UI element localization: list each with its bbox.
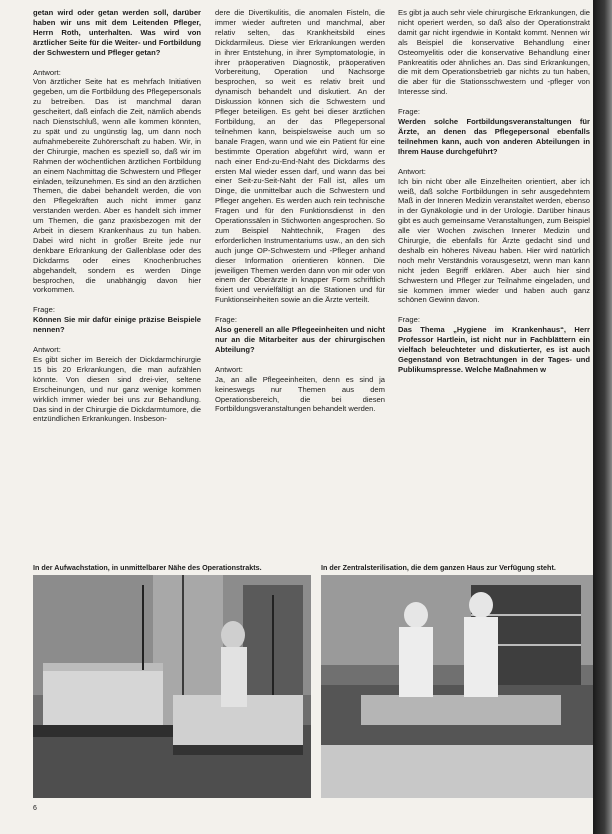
question-label: Frage: [215,315,237,325]
question-text: Also generell an alle Pflegeeinheiten und nicht nur an die Mitarbeiter aus der chirurgischen Abteilung? [215,325,385,354]
scan-edge-shadow [593,0,612,834]
intro-question: getan wird oder getan werden soll, darüber haben wir uns mit dem Leitenden Pfleger, Herrn Roth, unterhalten. Was wird von ärztlicher Seite für die Weiter- und Fortbildung der Schwestern und Pfleger getan? [33,8,201,57]
text-column-left [33,8,201,558]
photo-caption-right: In der Zentralsterilisation, die dem ganzen Haus zur Verfügung steht. [321,563,556,572]
question-label: Frage: [398,315,420,325]
text-column-middle [215,8,385,558]
question-label: Frage: [33,305,55,315]
answer-label: Antwort: [398,166,426,176]
answer-text: Ja, an alle Pflegeeinheiten, denn es sind ja keineswegs nur Themen aus dem Operationsbereich, die bei diesen Fortbildungsveranstaltungen behandelt werden. [215,374,385,414]
answer-label: Antwort: [33,345,61,355]
body-text: Es gibt ja auch sehr viele chirurgische Erkrankungen, die nicht operiert werden, so daß also der Operationstrakt damit gar nicht irgendwie in Kontakt kommt. Nennen wir als Beispiel die konservative Behandlung einer Osteomyelitis oder die konservative Behandlung einer Pankreatitis oder ähnliches an. Das sind Erkrankungen, die mit dem Operationsbetrieb gar nichts zu tun haben, die aber für die Stationsschwestern und -pfleger von Interesse sind. [398,8,590,97]
answer-label: Antwort: [33,67,61,77]
photo-sterilisation-unit [321,575,593,798]
body-text: dere die Divertikulitis, die anomalen Fisteln, die immer wieder auftreten und manchmal, aber relativ selten, das Krankheitsbild eines Dickdarmileus. Diese vier Erkrankungen werden in ihrer Entstehung, in ihrer Symptomatologie, in ihrer präoperativen Diagnostik, präoperativen Vorbereitung, Operation und Nachsorge besprochen, so weit es relativ breit und dynamisch behandelt und diskutiert. An der Diskussion können sich die Schwestern und Pfleger beteiligen. Es geht bei dieser ärztlichen Fortbildung, an der das Pflegepersonal teilnehmen kann, beispielsweise auch um so banale Fragen, wann und wie ein Patient für eine bestimmte Operation abgeführt wird, wann er nach einer End-zu-End-Naht des Dickdarms des ersten Mal wieder essen darf, und wann das bei einer Seit-zu-Seit-Naht der Fall ist, alles um Dinge, die unmittelbar auch die Schwestern und Pfleger angehen. Es werden auch rein technische Fragen und für den Funktionsdienst in den Operationssälen in Stichworten angesprochen. So zum Beispiel Nahttechnik, Fragen des erforderlichen Instrumentariums usw., an den sich auch junge OP-Schwestern und -Pfleger anhand dieser Information orientieren können. Die jeweiligen Themen werden dann von mir oder von einem der Oberärzte in knapper Form schriftlich fixiert und vervielfältigt an die Stationen und für Funktionseinheiten sowie an die Ärzte verteilt. [215,8,385,305]
answer-text: Von ärztlicher Seite hat es mehrfach Initiativen gegeben, um die Fortbildung des Pflegepersonals zu betreiben. Das ist manchmal daran gescheitert, daß einfach die Zeit, nämlich abends nach Dienstschluß, wenn alle kommen könnten, zu spät und zu ungünstig lag, um dann noch aufnahmebereite Zuhörerschaft zu haben. Wir, in der Chirurgie, machen es speziell so, daß wir im Rahmen der wöchentlichen ärztlichen Fortbildung an einem Nachmittag die Schwestern und Pfleger einladen, teilzunehmen. Es sind an den ärztlichen Themen, die dabei behandelt werden, die von den Pflegekräften auch nicht immer ganz verstanden werden. Aber es handelt sich immer um Themen, die ganz praxisbezogen mit der Arbeit in diesem Krankenhaus zu tun haben. Dabei wird nicht in großer Breite jede nur denkbare Erkrankung der Gallenblase oder des Dickdarms oder eines Knochenbruches abgehandelt, sondern es werden Dinge besprochen, die unabhängig davon hier vorkommen. [33,77,201,295]
photo-recovery-room [33,575,311,798]
answer-text: Es gibt sicher im Bereich der Dickdarmchirurgie 15 bis 20 Erkrankungen, die man aufzählen könnte. Von diesen sind drei-vier, seltene Erscheinungen, und nur ganz wenige kommen wirklich immer wieder bei uns zur Behandlung. Das sind in der Chirurgie die Dickdarmtumore, die entzündlichen Erkrankungen. Insbeson- [33,355,201,424]
text-column-right [398,8,590,558]
question-text: Können Sie mir dafür einige präzise Beispiele nennen? [33,315,201,335]
answer-label: Antwort: [215,364,243,374]
question-text: Werden solche Fortbildungsveranstaltungen für Ärzte, an denen das Pflegepersonal ebenfalls teilnehmen kann, auch von anderen Abteilungen in Ihrem Hause durchgeführt? [398,117,590,156]
photo-caption-left: In der Aufwachstation, in unmittelbarer Nähe des Operationstrakts. [33,563,262,572]
question-text: Das Thema „Hygiene im Krankenhaus“, Herr Professor Hartlein, ist nicht nur in Fachblättern ein vielfach beleuchteter und diskutierter, es ist auch Gegenstand von Betrachtungen in der Tages- und Publikumspresse. Welche Maßnahmen w [398,325,590,374]
question-label: Frage: [398,107,420,117]
page-number: 6 [33,805,37,812]
answer-text: Ich bin nicht über alle Einzelheiten orientiert, aber ich weiß, daß solche Fortbildungen in sehr ausgedehntem Maß in der Inneren Medizin veranstaltet werden, ebenso in der Gynäkologie und in der Urologie. Darüber hinaus gibt es auch gemeinsame Veranstaltungen, zum Beispiel alle vier Wochen zwischen Innerer Medizin und Chirurgie, die ebenfalls für Ärzte gedacht sind und deshalb ein höheres Niveau haben. Hier wird natürlich noch mehr Verständnis vorausgesetzt, wenn man kann nicht jeden Begriff erklären. Aber auch hier sind Schwestern und Pfleger zur Teilnahme eingeladen, und sie kommen immer wieder und haben auch ganz schönen Gewinn davon. [398,176,590,305]
